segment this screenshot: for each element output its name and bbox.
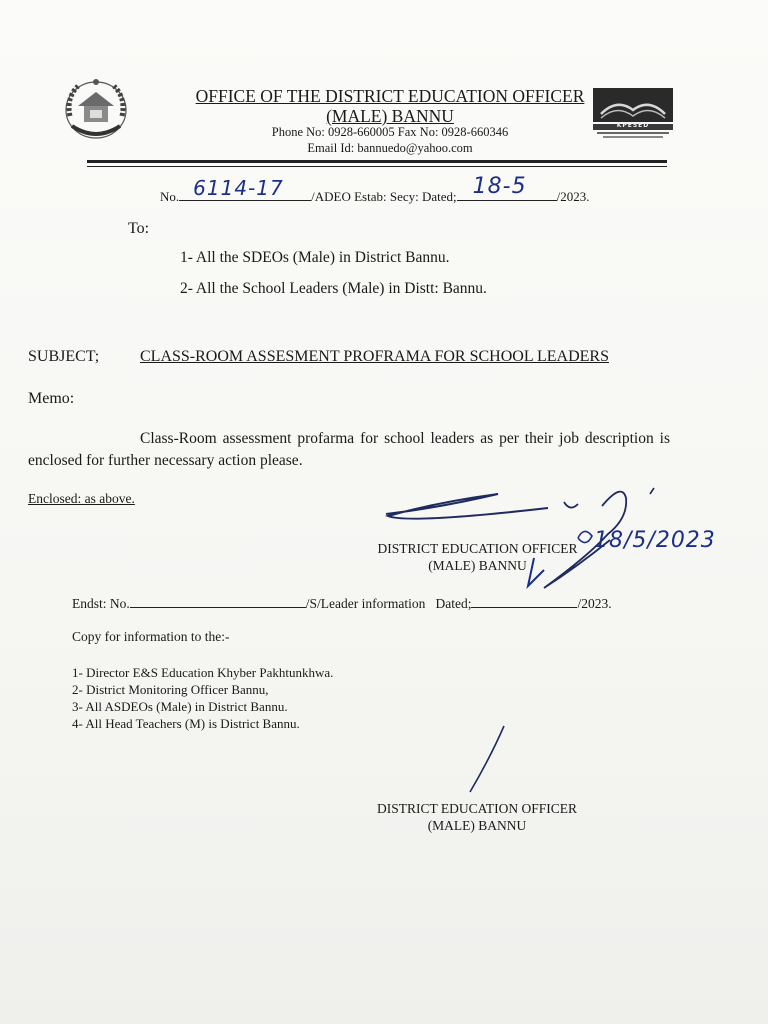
office-title-line1: OFFICE OF THE DISTRICT EDUCATION OFFICER [195, 86, 585, 106]
ref-mid-text: /ADEO Estab: Secy: Dated; [311, 189, 457, 204]
signature-block-2 [362, 800, 592, 834]
copy-item: 2- District Monitoring Officer Bannu, [72, 682, 269, 697]
subject-line [28, 348, 609, 366]
office-contact [150, 124, 630, 156]
phone-fax: Phone No: 0928-660005 Fax No: 0928-660346 [271, 125, 509, 139]
signature-handwritten-date: 18/5/2023 [594, 528, 716, 553]
kpesed-logo-text: KPESED [616, 122, 650, 129]
copy-item: 4- All Head Teachers (M) is District Bannu. [72, 716, 300, 731]
office-title-line2: (MALE) BANNU [326, 106, 454, 126]
memo-label: Memo: [28, 390, 75, 407]
enclosed-note: Enclosed: as above. [28, 491, 135, 506]
endst-date-blank [471, 593, 577, 608]
ref-date-handwritten: 18-5 [472, 174, 527, 199]
email: Email Id: bannuedo@yahoo.com [307, 141, 473, 155]
endorsement-signature [460, 722, 520, 802]
book-logo-icon [593, 88, 673, 140]
signatory-title: DISTRICT EDUCATION OFFICER [376, 801, 577, 816]
to-label: To: [128, 220, 150, 237]
ref-no-label: No. [160, 189, 180, 204]
government-emblem-icon [56, 76, 136, 142]
header-rule-thin [87, 166, 667, 167]
endst-label: Endst: No. [72, 596, 130, 611]
copy-item: 1- Director E&S Education Khyber Pakhtunkhwa. [72, 665, 334, 680]
endst-mid-text: /S/Leader information [305, 596, 426, 611]
endst-dated-label: Dated; [435, 596, 472, 611]
reference-line [160, 174, 590, 205]
subject-label: SUBJECT; [28, 348, 100, 365]
ref-year: /2023. [556, 189, 590, 204]
office-title [150, 86, 630, 126]
signature-block-1 [370, 540, 585, 574]
recipient-item: 1- All the SDEOs (Male) in District Bannu. [180, 249, 450, 266]
endst-no-blank [130, 593, 306, 608]
copy-item: 3- All ASDEOs (Male) in District Bannu. [72, 699, 288, 714]
ref-date-blank [457, 174, 557, 201]
header-rule-thick [87, 160, 667, 163]
signatory-subtitle: (MALE) BANNU [427, 818, 527, 833]
memo-body: Class-Room assessment profarma for school leaders as per their job description is enclosed for further necessary action please. [28, 430, 670, 469]
signatory-subtitle: (MALE) BANNU [428, 558, 527, 573]
signatory-title: DISTRICT EDUCATION OFFICER [377, 541, 578, 556]
endorsement-line [72, 593, 612, 612]
ref-no-blank [179, 176, 311, 201]
endst-year: /2023. [577, 596, 612, 611]
ref-no-handwritten: 6114-17 [193, 176, 284, 200]
recipient-item: 2- All the School Leaders (Male) in Distt: Bannu. [180, 280, 487, 297]
copy-label: Copy for information to the:- [72, 629, 230, 644]
subject-text: CLASS-ROOM ASSESMENT PROFRAMA FOR SCHOOL LEADERS [140, 348, 609, 365]
kpesed-logo [593, 88, 673, 140]
